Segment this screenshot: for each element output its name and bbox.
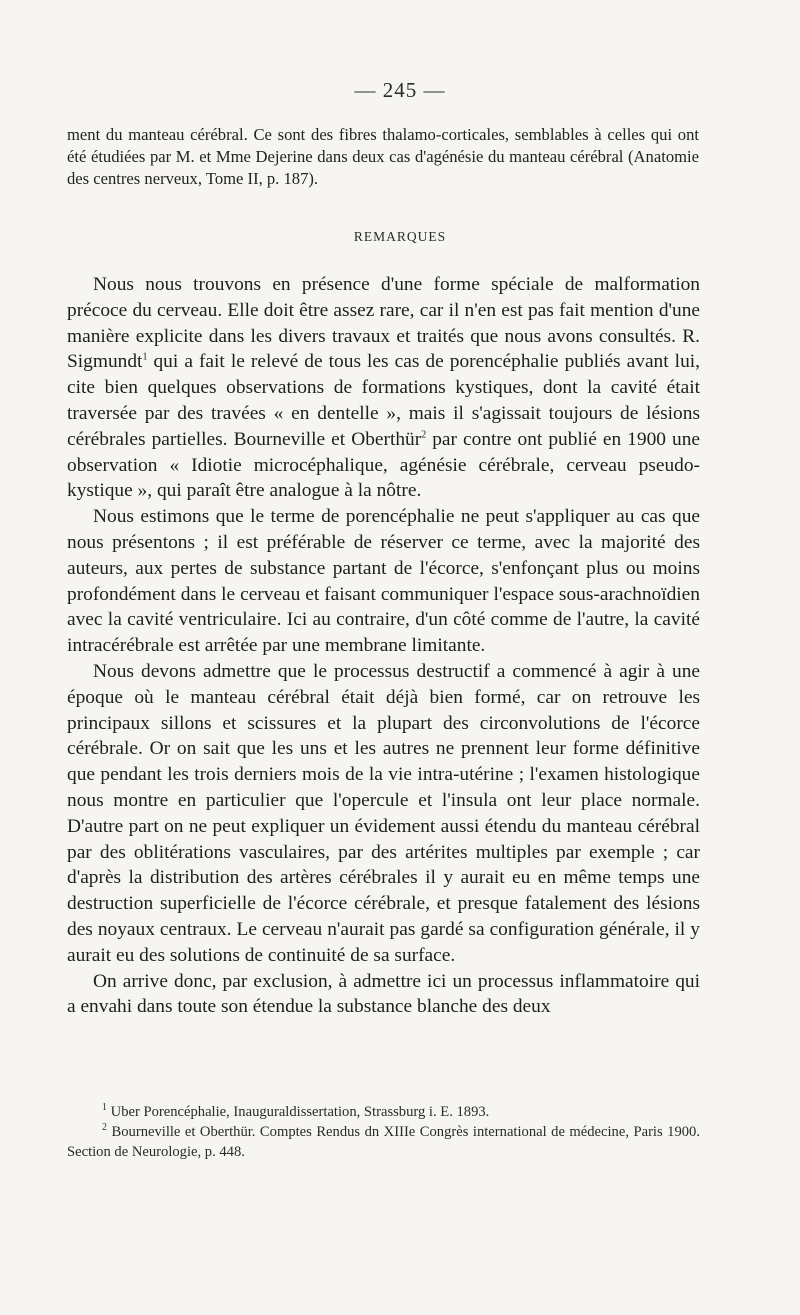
footnote-mark-1: 1: [102, 1102, 107, 1114]
footnote-1-text: Uber Porencéphalie, Inauguraldissertation, Strassburg i. E. 1893.: [110, 1104, 490, 1120]
paragraph-1: [67, 272, 700, 504]
section-heading: REMARQUES: [353, 229, 447, 244]
paragraph-2: Nous estimons que le terme de porencéphalie ne peut s'appliquer au cas que nous présentons ; il est préférable de réserver ce terme, avec la majorité des auteurs, aux pertes de substance partant de l'écorce, s'enfonçant plus ou moins profondément dans le cerveau et faisant communiquer l'espace sous-arachnoïdien avec la cavité ventriculaire. Ici au contraire, d'un côté comme de l'autre, la cavité intracérébrale est arrêtée par une membrane limitante.: [67, 506, 700, 657]
paragraph-1-part-2: qui a fait le relevé de tous les cas de porencéphalie publiés avant lui, cite bien quelques observations de formations kystiques, dont la cavité était traversée par des travées « en dentelle », mais il s'agissait toujours de lésions cérébrales partielles. Bourneville et Oberthür: [67, 351, 700, 450]
footnote-mark-2: 2: [102, 1122, 107, 1134]
paragraph-4: On arrive donc, par exclusion, à admettre ici un processus inflammatoire qui a envahi dans toute son étendue la substance blanche des deux: [67, 970, 700, 1018]
page-number: — 245 —: [354, 78, 446, 102]
footnote-2-text: Bourneville et Oberthür. Comptes Rendus dn XIIIe Congrès international de médecine, Paris 1900. Section de Neurologie, p. 448.: [67, 1124, 700, 1160]
footnote-ref-1: 1: [142, 351, 148, 363]
footnotes: [67, 1102, 700, 1162]
continuation-paragraph: ment du manteau cérébral. Ce sont des fibres thalamo-corticales, semblables à celles qui ont été étudiées par M. et Mme Dejerine dans deux cas d'agénésie du manteau cérébral (Anatomie des centres nerveux, Tome II, p. 187).: [67, 125, 699, 188]
paragraph-1-part-3: par contre ont publié en 1900 une observation « Idiotie microcéphalique, agénésie cérébrale, cerveau pseudo-kystique », qui paraît être analogue à la nôtre.: [67, 428, 700, 502]
body-text: [67, 272, 700, 1020]
paragraph-1-part-1: Nous nous trouvons en présence d'une forme spéciale de malformation précoce du cerveau. Elle doit être assez rare, car il n'en est pas fait mention d'une manière explicite dans les divers travaux et traités que nous avons consultés. R. Sigmundt: [67, 274, 700, 373]
footnote-ref-2: 2: [421, 429, 427, 441]
paragraph-3: Nous devons admettre que le processus destructif a commencé à agir à une époque où le manteau cérébral était déjà bien formé, car on retrouve les principaux sillons et scissures et la plupart des circonvolutions de l'écorce cérébrale. Or on sait que les uns et les autres ne prennent leur forme définitive que pendant les trois derniers mois de la vie intra-utérine ; l'examen histologique nous montre en particulier que l'opercule et l'insula ont leur place normale. D'autre part on ne peut expliquer un évidement aussi étendu du manteau cérébral par des oblitérations vasculaires, par des artérites multiples par exemple ; car d'après la distribution des artères cérébrales il y aurait eu en même temps une destruction superficielle de l'écorce cérébrale, et presque fatalement des lésions des noyaux centraux. Le cerveau n'aurait pas gardé sa configuration générale, il y aurait eu des solutions de continuité de sa surface.: [67, 660, 700, 966]
footnote-2: [67, 1122, 700, 1162]
footnote-1: [67, 1102, 700, 1122]
